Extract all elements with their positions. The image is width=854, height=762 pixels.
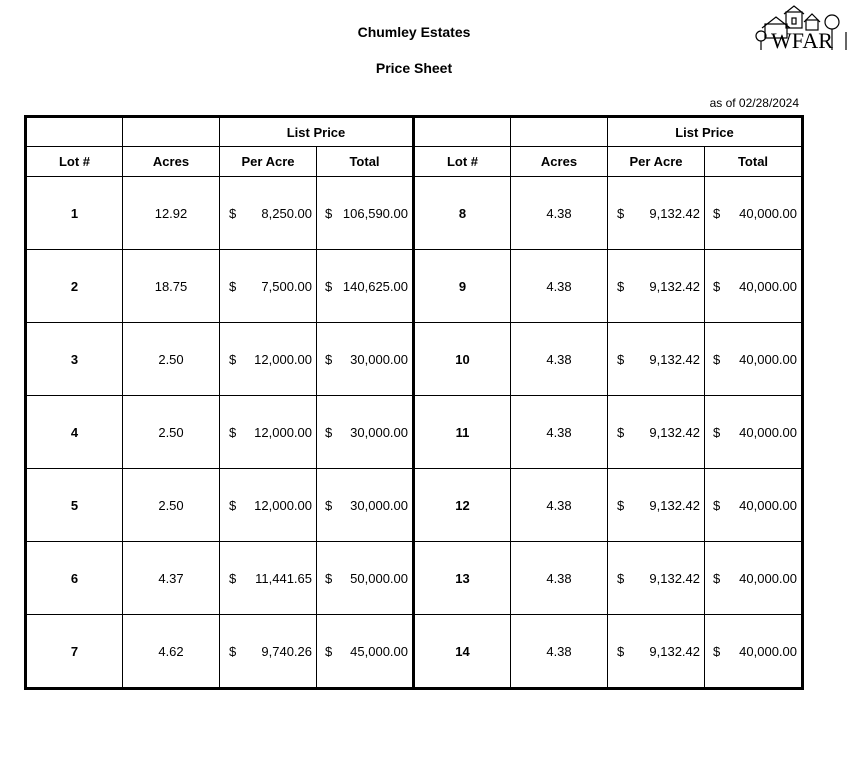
total-price-cell <box>705 396 803 469</box>
currency-symbol: $ <box>713 643 721 659</box>
acres-cell: 2.50 <box>123 323 220 396</box>
lot-number-cell: 1 <box>26 177 123 250</box>
total-price-cell <box>317 615 414 689</box>
table-row <box>26 323 803 396</box>
price-value: 11,441.65 <box>255 570 312 586</box>
per-acre-price-cell <box>220 615 317 689</box>
price-value: 12,000.00 <box>254 497 312 513</box>
acres-cell: 18.75 <box>123 250 220 323</box>
price-value: 9,132.42 <box>649 205 700 221</box>
currency-symbol: $ <box>229 205 237 221</box>
per-acre-price-cell <box>220 542 317 615</box>
price-value: 45,000.00 <box>350 643 408 659</box>
total-price-cell <box>317 177 414 250</box>
price-value: 50,000.00 <box>350 570 408 586</box>
price-value: 12,000.00 <box>254 424 312 440</box>
list-price-header-right: List Price <box>608 117 803 147</box>
price-value: 9,132.42 <box>649 351 700 367</box>
per-acre-price-cell <box>220 469 317 542</box>
currency-symbol: $ <box>617 497 625 513</box>
acres-cell: 4.38 <box>511 542 608 615</box>
currency-symbol: $ <box>325 278 333 294</box>
per-acre-price-cell <box>608 542 705 615</box>
per-acre-price-cell <box>608 250 705 323</box>
price-value: 40,000.00 <box>739 351 797 367</box>
currency-symbol: $ <box>229 278 237 294</box>
lot-number-cell: 8 <box>414 177 511 250</box>
as-of-date: as of 02/28/2024 <box>709 96 799 110</box>
acres-cell: 4.38 <box>511 615 608 689</box>
acres-cell: 4.38 <box>511 469 608 542</box>
header-row-group <box>26 117 803 147</box>
col-total-header: Total <box>705 147 803 177</box>
acres-cell: 12.92 <box>123 177 220 250</box>
header-blank <box>26 117 123 147</box>
header-row-columns <box>26 147 803 177</box>
price-value: 140,625.00 <box>342 278 408 294</box>
lot-number-cell: 5 <box>26 469 123 542</box>
price-value: 30,000.00 <box>350 497 408 513</box>
currency-symbol: $ <box>325 643 333 659</box>
total-price-cell <box>317 542 414 615</box>
lot-number-cell: 3 <box>26 323 123 396</box>
acres-cell: 4.38 <box>511 250 608 323</box>
total-price-cell <box>705 177 803 250</box>
price-value: 106,590.00 <box>342 205 408 221</box>
acres-cell: 4.62 <box>123 615 220 689</box>
col-acres-header: Acres <box>511 147 608 177</box>
per-acre-price-cell <box>220 250 317 323</box>
currency-symbol: $ <box>325 205 333 221</box>
logo-text: WFAR <box>771 28 833 53</box>
total-price-cell <box>705 469 803 542</box>
currency-symbol: $ <box>617 351 625 367</box>
table-row <box>26 615 803 689</box>
header-blank <box>123 117 220 147</box>
acres-cell: 2.50 <box>123 396 220 469</box>
table-row <box>26 177 803 250</box>
col-per-acre-header: Per Acre <box>220 147 317 177</box>
price-value: 9,132.42 <box>649 497 700 513</box>
price-value: 9,132.42 <box>649 570 700 586</box>
price-table <box>24 115 804 690</box>
price-value: 40,000.00 <box>739 424 797 440</box>
per-acre-price-cell <box>220 323 317 396</box>
currency-symbol: $ <box>617 205 625 221</box>
price-value: 40,000.00 <box>739 570 797 586</box>
lot-number-cell: 14 <box>414 615 511 689</box>
currency-symbol: $ <box>713 424 721 440</box>
lot-number-cell: 7 <box>26 615 123 689</box>
col-total-header: Total <box>317 147 414 177</box>
currency-symbol: $ <box>325 351 333 367</box>
lot-number-cell: 12 <box>414 469 511 542</box>
acres-cell: 4.38 <box>511 396 608 469</box>
price-value: 9,132.42 <box>649 278 700 294</box>
currency-symbol: $ <box>713 570 721 586</box>
acres-cell: 4.38 <box>511 177 608 250</box>
lot-number-cell: 2 <box>26 250 123 323</box>
total-price-cell <box>705 323 803 396</box>
currency-symbol: $ <box>713 351 721 367</box>
currency-symbol: $ <box>713 497 721 513</box>
price-value: 40,000.00 <box>739 205 797 221</box>
currency-symbol: $ <box>229 570 237 586</box>
price-value: 9,132.42 <box>649 643 700 659</box>
total-price-cell <box>705 250 803 323</box>
currency-symbol: $ <box>617 424 625 440</box>
price-value: 30,000.00 <box>350 424 408 440</box>
table-row <box>26 250 803 323</box>
price-value: 9,132.42 <box>649 424 700 440</box>
document-subtitle: Price Sheet <box>375 60 453 76</box>
currency-symbol: $ <box>229 643 237 659</box>
currency-symbol: $ <box>713 205 721 221</box>
currency-symbol: $ <box>229 424 237 440</box>
lot-number-cell: 13 <box>414 542 511 615</box>
currency-symbol: $ <box>229 351 237 367</box>
price-value: 8,250.00 <box>261 205 312 221</box>
document-title: Chumley Estates <box>357 24 471 40</box>
header-blank <box>414 117 511 147</box>
acres-cell: 2.50 <box>123 469 220 542</box>
currency-symbol: $ <box>325 424 333 440</box>
header-blank <box>511 117 608 147</box>
price-value: 40,000.00 <box>739 278 797 294</box>
price-value: 30,000.00 <box>350 351 408 367</box>
per-acre-price-cell <box>608 615 705 689</box>
col-lot-header: Lot # <box>414 147 511 177</box>
col-per-acre-header: Per Acre <box>608 147 705 177</box>
price-value: 7,500.00 <box>261 278 312 294</box>
currency-symbol: $ <box>713 278 721 294</box>
total-price-cell <box>317 396 414 469</box>
total-price-cell <box>705 542 803 615</box>
currency-symbol: $ <box>229 497 237 513</box>
total-price-cell <box>317 323 414 396</box>
price-value: 40,000.00 <box>739 643 797 659</box>
lot-number-cell: 6 <box>26 542 123 615</box>
per-acre-price-cell <box>608 469 705 542</box>
price-value: 40,000.00 <box>739 497 797 513</box>
total-price-cell <box>317 250 414 323</box>
currency-symbol: $ <box>325 497 333 513</box>
lot-number-cell: 11 <box>414 396 511 469</box>
lot-number-cell: 9 <box>414 250 511 323</box>
acres-cell: 4.38 <box>511 323 608 396</box>
price-value: 9,740.26 <box>261 643 312 659</box>
table-row <box>26 542 803 615</box>
per-acre-price-cell <box>608 396 705 469</box>
price-value: 12,000.00 <box>254 351 312 367</box>
total-price-cell <box>317 469 414 542</box>
lot-number-cell: 4 <box>26 396 123 469</box>
currency-symbol: $ <box>617 643 625 659</box>
wfar-logo <box>752 0 852 56</box>
col-lot-header: Lot # <box>26 147 123 177</box>
table-row <box>26 396 803 469</box>
col-acres-header: Acres <box>123 147 220 177</box>
per-acre-price-cell <box>608 177 705 250</box>
lot-number-cell: 10 <box>414 323 511 396</box>
currency-symbol: $ <box>325 570 333 586</box>
currency-symbol: $ <box>617 570 625 586</box>
table-row <box>26 469 803 542</box>
acres-cell: 4.37 <box>123 542 220 615</box>
currency-symbol: $ <box>617 278 625 294</box>
per-acre-price-cell <box>220 396 317 469</box>
per-acre-price-cell <box>220 177 317 250</box>
per-acre-price-cell <box>608 323 705 396</box>
total-price-cell <box>705 615 803 689</box>
list-price-header-left: List Price <box>220 117 414 147</box>
